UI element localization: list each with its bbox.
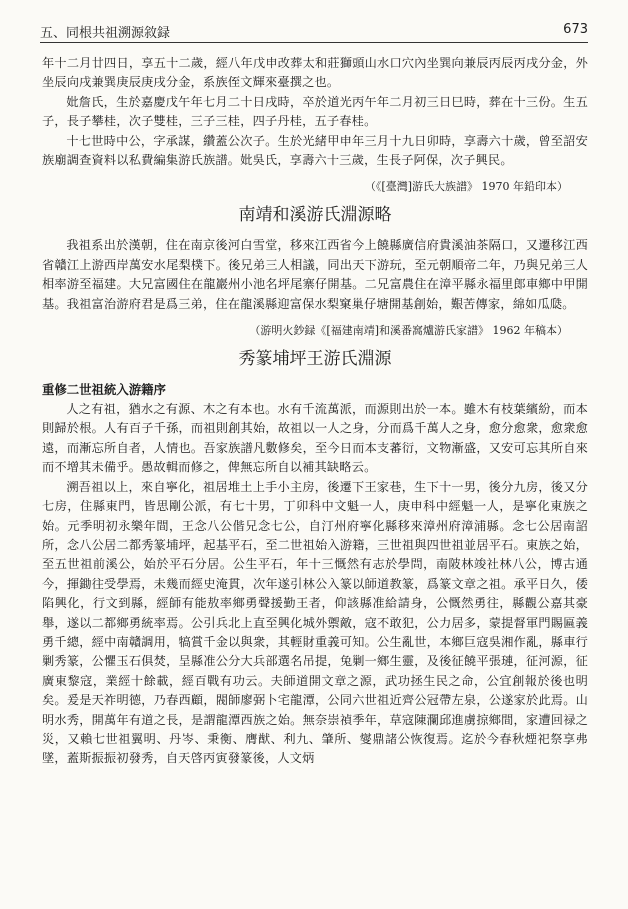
running-header [40,20,588,43]
section-title: 五、同根共祖溯源敘録 [40,26,171,41]
paragraph: 人之有祖，猶水之有源、木之有本也。水有千流萬派，而源則出於一本。雖木有枝葉繽紛，而本則歸於根。人有百子千孫，而祖則創其始，故祖以一人之身，分而爲千萬人之身，愈分愈衆，愈衆愈遠，而漸忘所自者，人情也。吾家族譜凡數修矣，至今日而本支蕃衍，文物漸盛，又安可忘其所自來而不增其未備乎。愚故輯而修之，俾無忘所自以補其缺略云。 [42,402,588,475]
paragraph: 溯吾祖以上，來自寧化，祖居堆土上手小主房，後遷下王家巷，生下十一男，後分九房，後又分七房，住縣東門，皆思剛公派，有七十男，丁卯科中文魁一人，庚申科中經魁一人，是寧化東族之始。元季明初永樂年間，王念八公偕兄念七公，自汀州府寧化縣移來漳州府漳浦縣。念七公居南詔所，念八公居二都秀篆埔坪，起基平石，至二世祖始入游籍，三世祖與四世祖並居平石。東族之始，至五世祖前溪公，始於平石分居。公生平石，年十三慨然有志於學問，南陂林竣社林八公，博古通今，揮鋤往受學焉，未幾而經史淹貫，次年遂引林公入篆以師道教篆，爲篆文章之祖。承平日久，倭陷興化，行文到縣，經師有能敖率鄉勇聲援勤王者，仰該縣准給請身，公慨然勇往，縣觀公嘉其豪舉，遂以二都鄉勇統率焉。公引兵北上直至興化城外禦敵，寇不敢犯，公力居多，蒙提督軍門賜匾義勇千總，經中南贛調用，犒賞千金以與衆，其輕財重義可知。公生亂世，本鄉巨寇吳湘作亂，縣車行剿秀篆，公懼玉石俱焚，呈縣准公分大兵部選名吊提，兔剿一鄉生靈，及後征饒平張璉，征河源，征廣東黎寇，業經十餘載，經百戰有功云。夫師道開文章之源，武功拯生民之命，公宜創報於後也明矣。爰是天祚明德，乃春西顧，閥師廖弼卜宅龍潭，公同六世祖近齊公冠帶左泉，公遂家於此焉。山明水秀，開萬年有道之長，是謂龍潭西族之始。無奈崇禎季年，草寇陳瀾邱進虜掠鄉間，家遭回禄之災，又賴七世祖翼明、丹岑、秉衡、膺猷、利九、肇所、燮鼎諸公恢復焉。迄於今春秋煙祀祭享弗墜，蓋斯振振初發秀，自天啓丙寅發篆後，人文炳 [42,479,588,766]
paragraph: 我祖系出於漢朝，住在南京後河白雪堂，移來江西省今上饒縣廣信府貴溪油茶隔口，又遷移江西省贛江上游西岸萬安水尾梨樸下。後兄弟三人相議，同出天下游玩，至元朝順帝二年，乃與兄弟三人相率游至福建。大兄富國住在龍巖州小池名坪尾寨仔開基。二兄富農住在漳平縣永福里郎車鄉中甲開基。我祖富治游府君是爲三弟，住在龍溪縣迎富保水梨窠巢仔塘開基創始，艱苦傳家，綿如瓜瓞。 [42,238,588,311]
page-body [42,54,588,769]
paragraph: 妣詹氏，生於嘉慶戊午年七月二十日戌時，卒於道光丙午年二月初三日巳時，葬在十三份。生五子，長子攀桂，次子雙桂，三子三桂，四子丹桂，五子春桂。 [42,94,588,129]
section-heading: 秀篆埔坪王游氏淵源 [238,349,392,370]
paragraph: 年十二月廿四日，享五十二歲，經八年戊申改葬太和莊獅頭山水口穴內坐巽向兼辰丙辰丙戌分金，外坐辰向戌兼巽庚辰庚戌分金，系族侄文輝來臺撰之也。 [42,56,588,90]
page-number: 673 [563,22,588,37]
source-citation: （《[臺灣]游氏大族譜》 1970 年鉛印本） [364,180,568,194]
section-heading: 南靖和溪游氏淵源略 [238,205,392,226]
paragraph: 十七世時中公，字承謀，纘蓋公次子。生於光緒甲申年三月十九日卯時，享壽六十歲，曾至詔安族廟調查資料以私費編集游氏族譜。妣吳氏，享壽六十三歲，生長子阿保，次子興民。 [42,133,588,168]
subheading: 重修二世祖統入游籍序 [42,382,166,398]
source-citation: （游明火鈔録《[福建南靖]和溪番窩爐游氏家譜》 1962 年稿本） [249,324,568,338]
